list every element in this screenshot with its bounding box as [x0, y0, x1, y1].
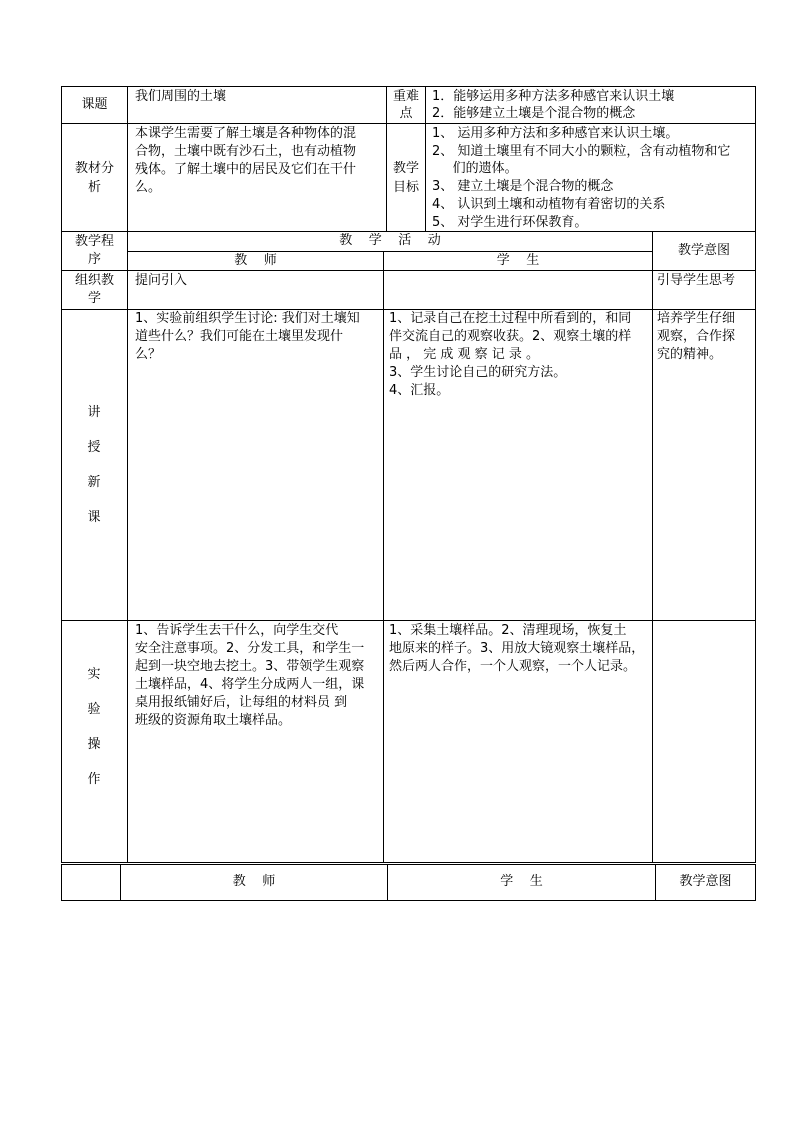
experiment-label-char: 验 — [87, 702, 101, 717]
experiment-teacher-line: 土壤样品，4、将学生分成两人一组，课 — [135, 677, 365, 692]
lecture-label-char: 授 — [87, 440, 101, 455]
material-analysis-line: 本课学生需要了解土壤是各种物体的混 — [135, 126, 357, 141]
experiment-student-line: 地原来的样子。3、用放大镜观察土壤样品， — [389, 641, 645, 656]
key-points-label-line1: 重难 — [392, 89, 419, 104]
lecture-label-char: 新 — [87, 475, 101, 490]
col-divider — [652, 231, 653, 863]
lesson-title-value: 我们周围的土壤 — [135, 89, 227, 104]
teaching-goal-line: 们的遗体。 — [432, 161, 518, 176]
key-point-item: 2．能够建立土壤是个混合物的概念 — [432, 106, 636, 121]
experiment-teacher-line: 起到一块空地去挖土。3、带领学生观察 — [135, 659, 365, 674]
footer-border-bottom — [61, 900, 756, 901]
teaching-goal-line: 3、 建立土壤是个混合物的概念 — [432, 179, 614, 194]
lecture-teacher-line: 1、实验前组织学生讨论: 我们对土壤知 — [135, 311, 360, 326]
experiment-student-line: 1、采集土壤样品。2、清理现场，恢复土 — [389, 623, 627, 638]
experiment-teacher-line: 桌用报纸铺好后，让每组的材料员 到 — [135, 695, 348, 710]
footer-border-left — [61, 864, 62, 901]
organize-label-line1: 组织教 — [74, 273, 114, 288]
teaching-goals-label-line2: 目标 — [392, 180, 419, 195]
footer-border-right — [755, 864, 756, 901]
material-analysis-label-line2: 析 — [87, 180, 101, 195]
footer-intent-label: 教学意图 — [679, 874, 732, 889]
lecture-teacher-line: 道些什么？我们可能在土壤里发现什 — [135, 329, 344, 344]
lecture-student-line: 3、学生讨论自己的研究方法。 — [389, 365, 567, 380]
organize-intent-text: 引导学生思考 — [657, 273, 736, 288]
footer-border-top — [61, 864, 756, 865]
teaching-goal-line: 4、 认识到土壤和动植物有着密切的关系 — [432, 197, 666, 212]
intent-header: 教学意图 — [677, 243, 730, 258]
material-analysis-line: 残体。了解土壤中的居民及它们在干什 — [135, 162, 357, 177]
lecture-student-line: 品 ， 完 成 观 察 记 录 。 — [389, 347, 540, 362]
teaching-goal-line: 1、 运用多种方法和多种感官来认识土壤。 — [432, 126, 679, 141]
teaching-goal-line: 2、 知道土壤里有不同大小的颗粒，含有动植物和它 — [432, 144, 731, 159]
program-header-line2: 序 — [87, 252, 101, 267]
organize-label-line2: 学 — [87, 291, 101, 306]
key-point-item: 1．能够运用多种方法多种感官来认识土壤 — [432, 89, 675, 104]
footer-student-label: 学 生 — [500, 874, 543, 889]
key-points-label-line2: 点 — [399, 106, 413, 121]
lecture-intent-line: 究的精神。 — [657, 347, 723, 362]
lecture-label-char: 讲 — [87, 405, 101, 420]
lecture-student-line: 4、汇报。 — [389, 383, 450, 398]
student-header: 学 生 — [496, 253, 540, 268]
table-border-left — [61, 86, 62, 863]
lesson-title-label: 课题 — [81, 97, 108, 112]
organize-teacher-text: 提问引入 — [135, 273, 188, 288]
experiment-label — [84, 665, 104, 805]
teacher-header: 教 师 — [234, 253, 277, 268]
lecture-intent-line: 培养学生仔细 — [657, 311, 736, 326]
experiment-label-char: 作 — [87, 772, 101, 787]
experiment-label-char: 操 — [87, 737, 101, 752]
teaching-goals-label-line1: 教学 — [392, 161, 419, 176]
row-divider — [61, 123, 756, 124]
table-border-top — [61, 86, 756, 87]
lecture-student-line: 1、记录自己在挖土过程中所看到的，和同 — [389, 311, 632, 326]
experiment-label-char: 实 — [87, 667, 101, 682]
material-analysis-line: 么。 — [135, 180, 162, 195]
lecture-student-line: 伴交流自己的观察收获。2、观察土壤的样 — [389, 329, 632, 344]
experiment-student-line: 然后两人合作，一个人观察，一个人记录。 — [389, 659, 637, 674]
lecture-intent-line: 观察，合作探 — [657, 329, 736, 344]
col-divider — [425, 86, 426, 231]
lecture-teacher-line: 么？ — [135, 347, 162, 362]
col-divider — [127, 86, 128, 863]
footer-teacher-label: 教 师 — [232, 874, 276, 889]
experiment-teacher-line: 1、告诉学生去干什么，向学生交代 — [135, 623, 339, 638]
material-analysis-line: 合物，土壤中既有沙石土，也有动植物 — [135, 144, 357, 159]
experiment-teacher-line: 安全注意事项。2、分发工具，和学生一 — [135, 641, 365, 656]
lecture-label — [84, 403, 104, 543]
lecture-label-char: 课 — [87, 510, 101, 525]
program-header-line1: 教学程 — [74, 234, 114, 249]
teaching-goal-line: 5、 对学生进行环保教育。 — [432, 215, 588, 230]
activity-header: 教 学 活 动 — [339, 233, 441, 248]
col-divider — [383, 251, 384, 863]
material-analysis-label-line1: 教材分 — [74, 161, 114, 176]
experiment-teacher-line: 班级的资源角取土壤样品。 — [135, 713, 292, 728]
table-border-right — [755, 86, 756, 863]
